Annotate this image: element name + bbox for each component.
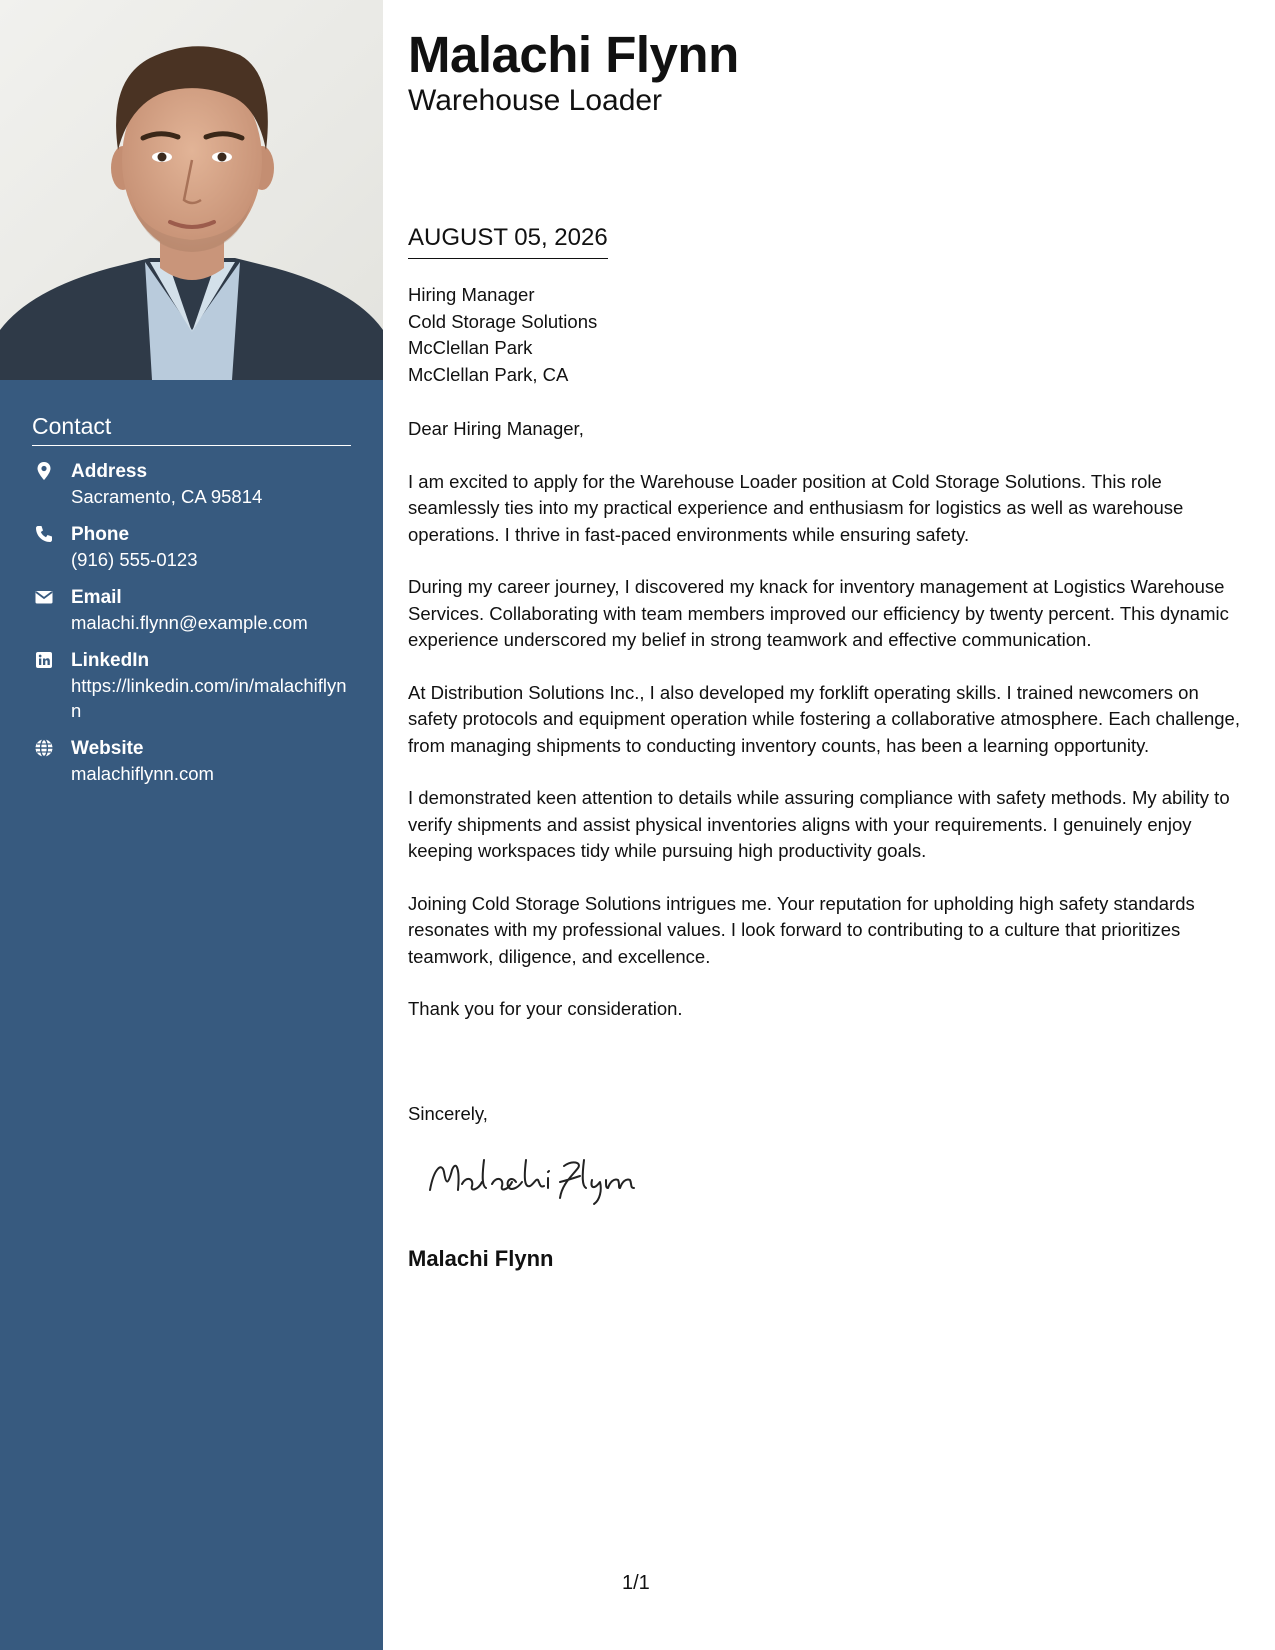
linkedin-label: LinkedIn	[71, 650, 150, 671]
body-paragraph: At Distribution Solutions Inc., I also developed my forklift operating skills. I trained newcomers on safety protocols and equipment operation while fostering a collaborative atmosphere. Each challenge, from managing shipments to conducting inventory counts, has been a learning opportunity.	[408, 681, 1240, 756]
profile-photo	[0, 0, 383, 380]
applicant-name: Malachi Flynn	[408, 26, 739, 83]
linkedin-icon	[34, 650, 54, 670]
contact-phone	[32, 522, 351, 572]
body-paragraph: I am excited to apply for the Warehouse Loader position at Cold Storage Solutions. This role seamlessly ties into my practical experience and enthusiasm for logistics as well as warehouse operations. I thrive in fast-paced environments while ensuring safety.	[408, 470, 1184, 545]
email-value[interactable]: malachi.flynn@example.com	[71, 612, 308, 633]
recipient-block	[408, 282, 597, 388]
thanks-line: Thank you for your consideration.	[408, 998, 683, 1019]
letter-date: AUGUST 05, 2026	[408, 224, 608, 259]
closing: Sincerely,	[408, 1103, 488, 1124]
body-paragraph: During my career journey, I discovered my knack for inventory management at Logistics Warehouse Services. Collaborating with team members improved our efficiency by twenty percent. This dynamic experience underscored my belief in strong teamwork and effective communication.	[408, 576, 1229, 650]
recipient-line: Cold Storage Solutions	[408, 310, 598, 332]
address-label: Address	[71, 461, 148, 482]
contact-email	[32, 585, 351, 635]
address-value: Sacramento, CA 95814	[71, 486, 263, 507]
job-title: Warehouse Loader	[408, 84, 663, 117]
contact-website	[32, 736, 351, 786]
envelope-icon	[34, 587, 54, 607]
website-label: Website	[71, 738, 144, 759]
body-paragraph: I demonstrated keen attention to details while assuring compliance with safety methods. My ability to verify shipments and assist physical inventories aligns with your requirements. I genuinely enjoy keeping workspaces tidy while pursuing high productivity goals.	[408, 787, 1230, 861]
body-paragraph: Joining Cold Storage Solutions intrigues me. Your reputation for upholding high safety standards resonates with my professional values. I look forward to contributing to a culture that prioritizes teamwork, diligence, and excellence.	[408, 892, 1195, 967]
website-value[interactable]: malachiflynn.com	[71, 763, 214, 784]
recipient-line: McClellan Park	[408, 337, 533, 358]
phone-label: Phone	[71, 524, 130, 545]
linkedin-value[interactable]: https://linkedin.com/in/malachiflynn	[71, 675, 347, 721]
sidebar	[0, 0, 383, 1650]
contact-heading: Contact	[32, 413, 351, 446]
recipient-line: Hiring Manager	[408, 284, 535, 305]
phone-icon	[34, 524, 54, 544]
signed-name: Malachi Flynn	[408, 1246, 554, 1271]
salutation: Dear Hiring Manager,	[408, 418, 584, 439]
recipient-line: McClellan Park, CA	[408, 363, 569, 385]
phone-value: (916) 555-0123	[71, 549, 198, 570]
contact-linkedin	[32, 648, 351, 723]
contact-section	[32, 413, 351, 786]
contact-address	[32, 459, 351, 509]
globe-icon	[34, 738, 54, 758]
handwritten-signature	[422, 1150, 662, 1210]
email-label: Email	[71, 587, 122, 608]
location-pin-icon	[34, 461, 54, 481]
letter-body	[408, 416, 1248, 1049]
page-number: 1/1	[622, 1572, 650, 1594]
